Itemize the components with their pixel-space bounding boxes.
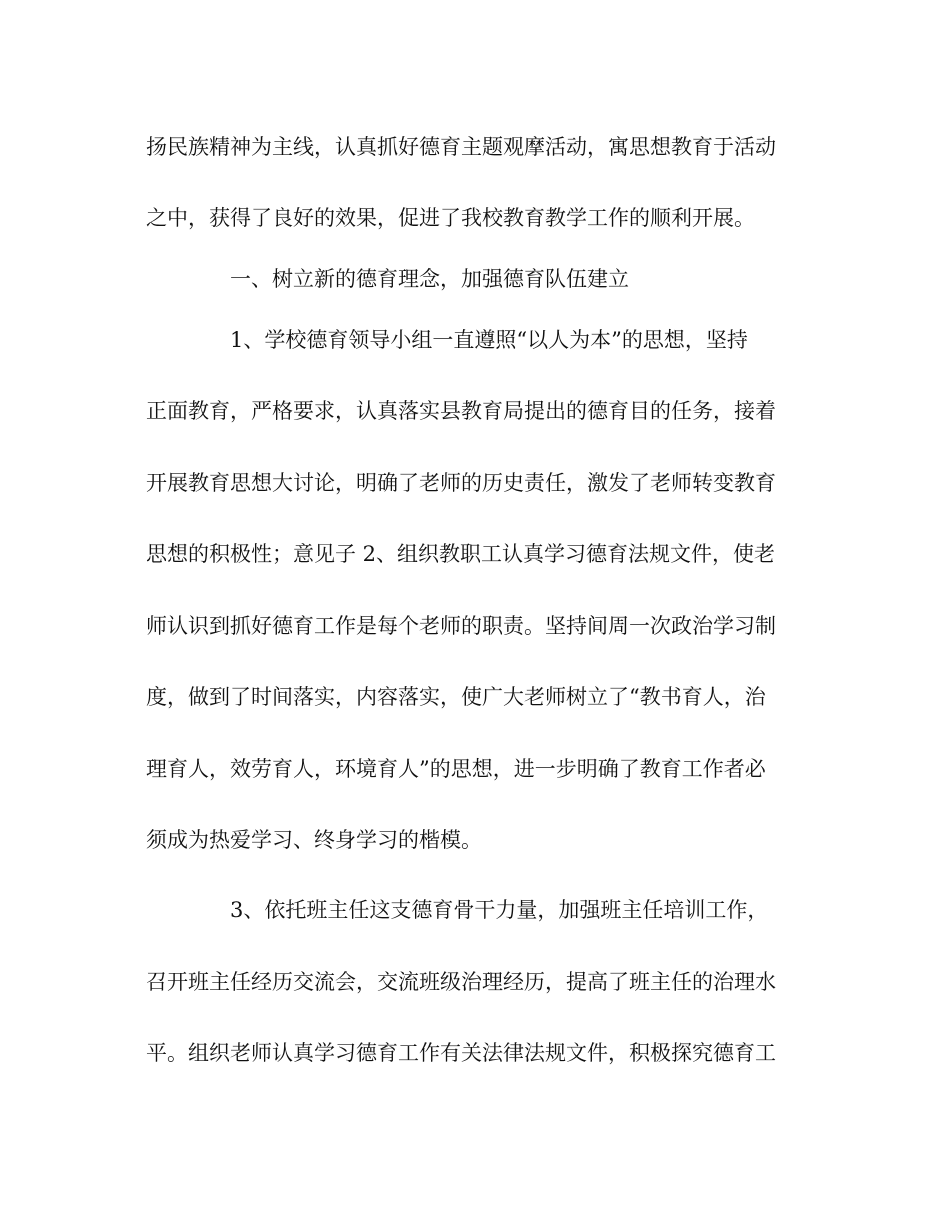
text-line-2: 之中，获得了良好的效果，促进了我校教育教学工作的顺利开展。: [146, 206, 755, 230]
text-line-12: 3、依托班主任这支德育骨干力量，加强班主任培训工作，: [230, 898, 769, 922]
text-line-1: 扬民族精神为主线，认真抓好德育主题观摩活动，寓思想教育于活动: [146, 135, 776, 159]
text-line-4: 1、学校德育领导小组一直遵照“以人为本”的思想，坚持: [230, 328, 748, 352]
text-line-8: 师认识到抓好德育工作是每个老师的职责。坚持间周一次政治学习制: [146, 614, 776, 638]
section-heading-1: 一、树立新的德育理念，加强德育队伍建立: [230, 267, 629, 291]
text-line-14: 平。组织老师认真学习德育工作有关法律法规文件，积极探究德育工: [146, 1041, 776, 1065]
text-line-10: 理育人，效劳育人，环境育人”的思想，进一步明确了教育工作者必: [146, 757, 766, 781]
text-line-7: 思想的积极性；意见子 2、组织教职工认真学习德育法规文件，使老: [146, 542, 776, 566]
text-line-9: 度，做到了时间落实，内容落实，使广大老师树立了“教书育人，治: [146, 685, 766, 709]
text-line-13: 召开班主任经历交流会，交流班级治理经历，提高了班主任的治理水: [146, 970, 776, 994]
text-line-11: 须成为热爱学习、终身学习的楷模。: [146, 828, 482, 852]
text-line-5: 正面教育，严格要求，认真落实县教育局提出的德育目的任务，接着: [146, 399, 776, 423]
text-line-6: 开展教育思想大讨论，明确了老师的历史责任，激发了老师转变教育: [146, 471, 776, 495]
